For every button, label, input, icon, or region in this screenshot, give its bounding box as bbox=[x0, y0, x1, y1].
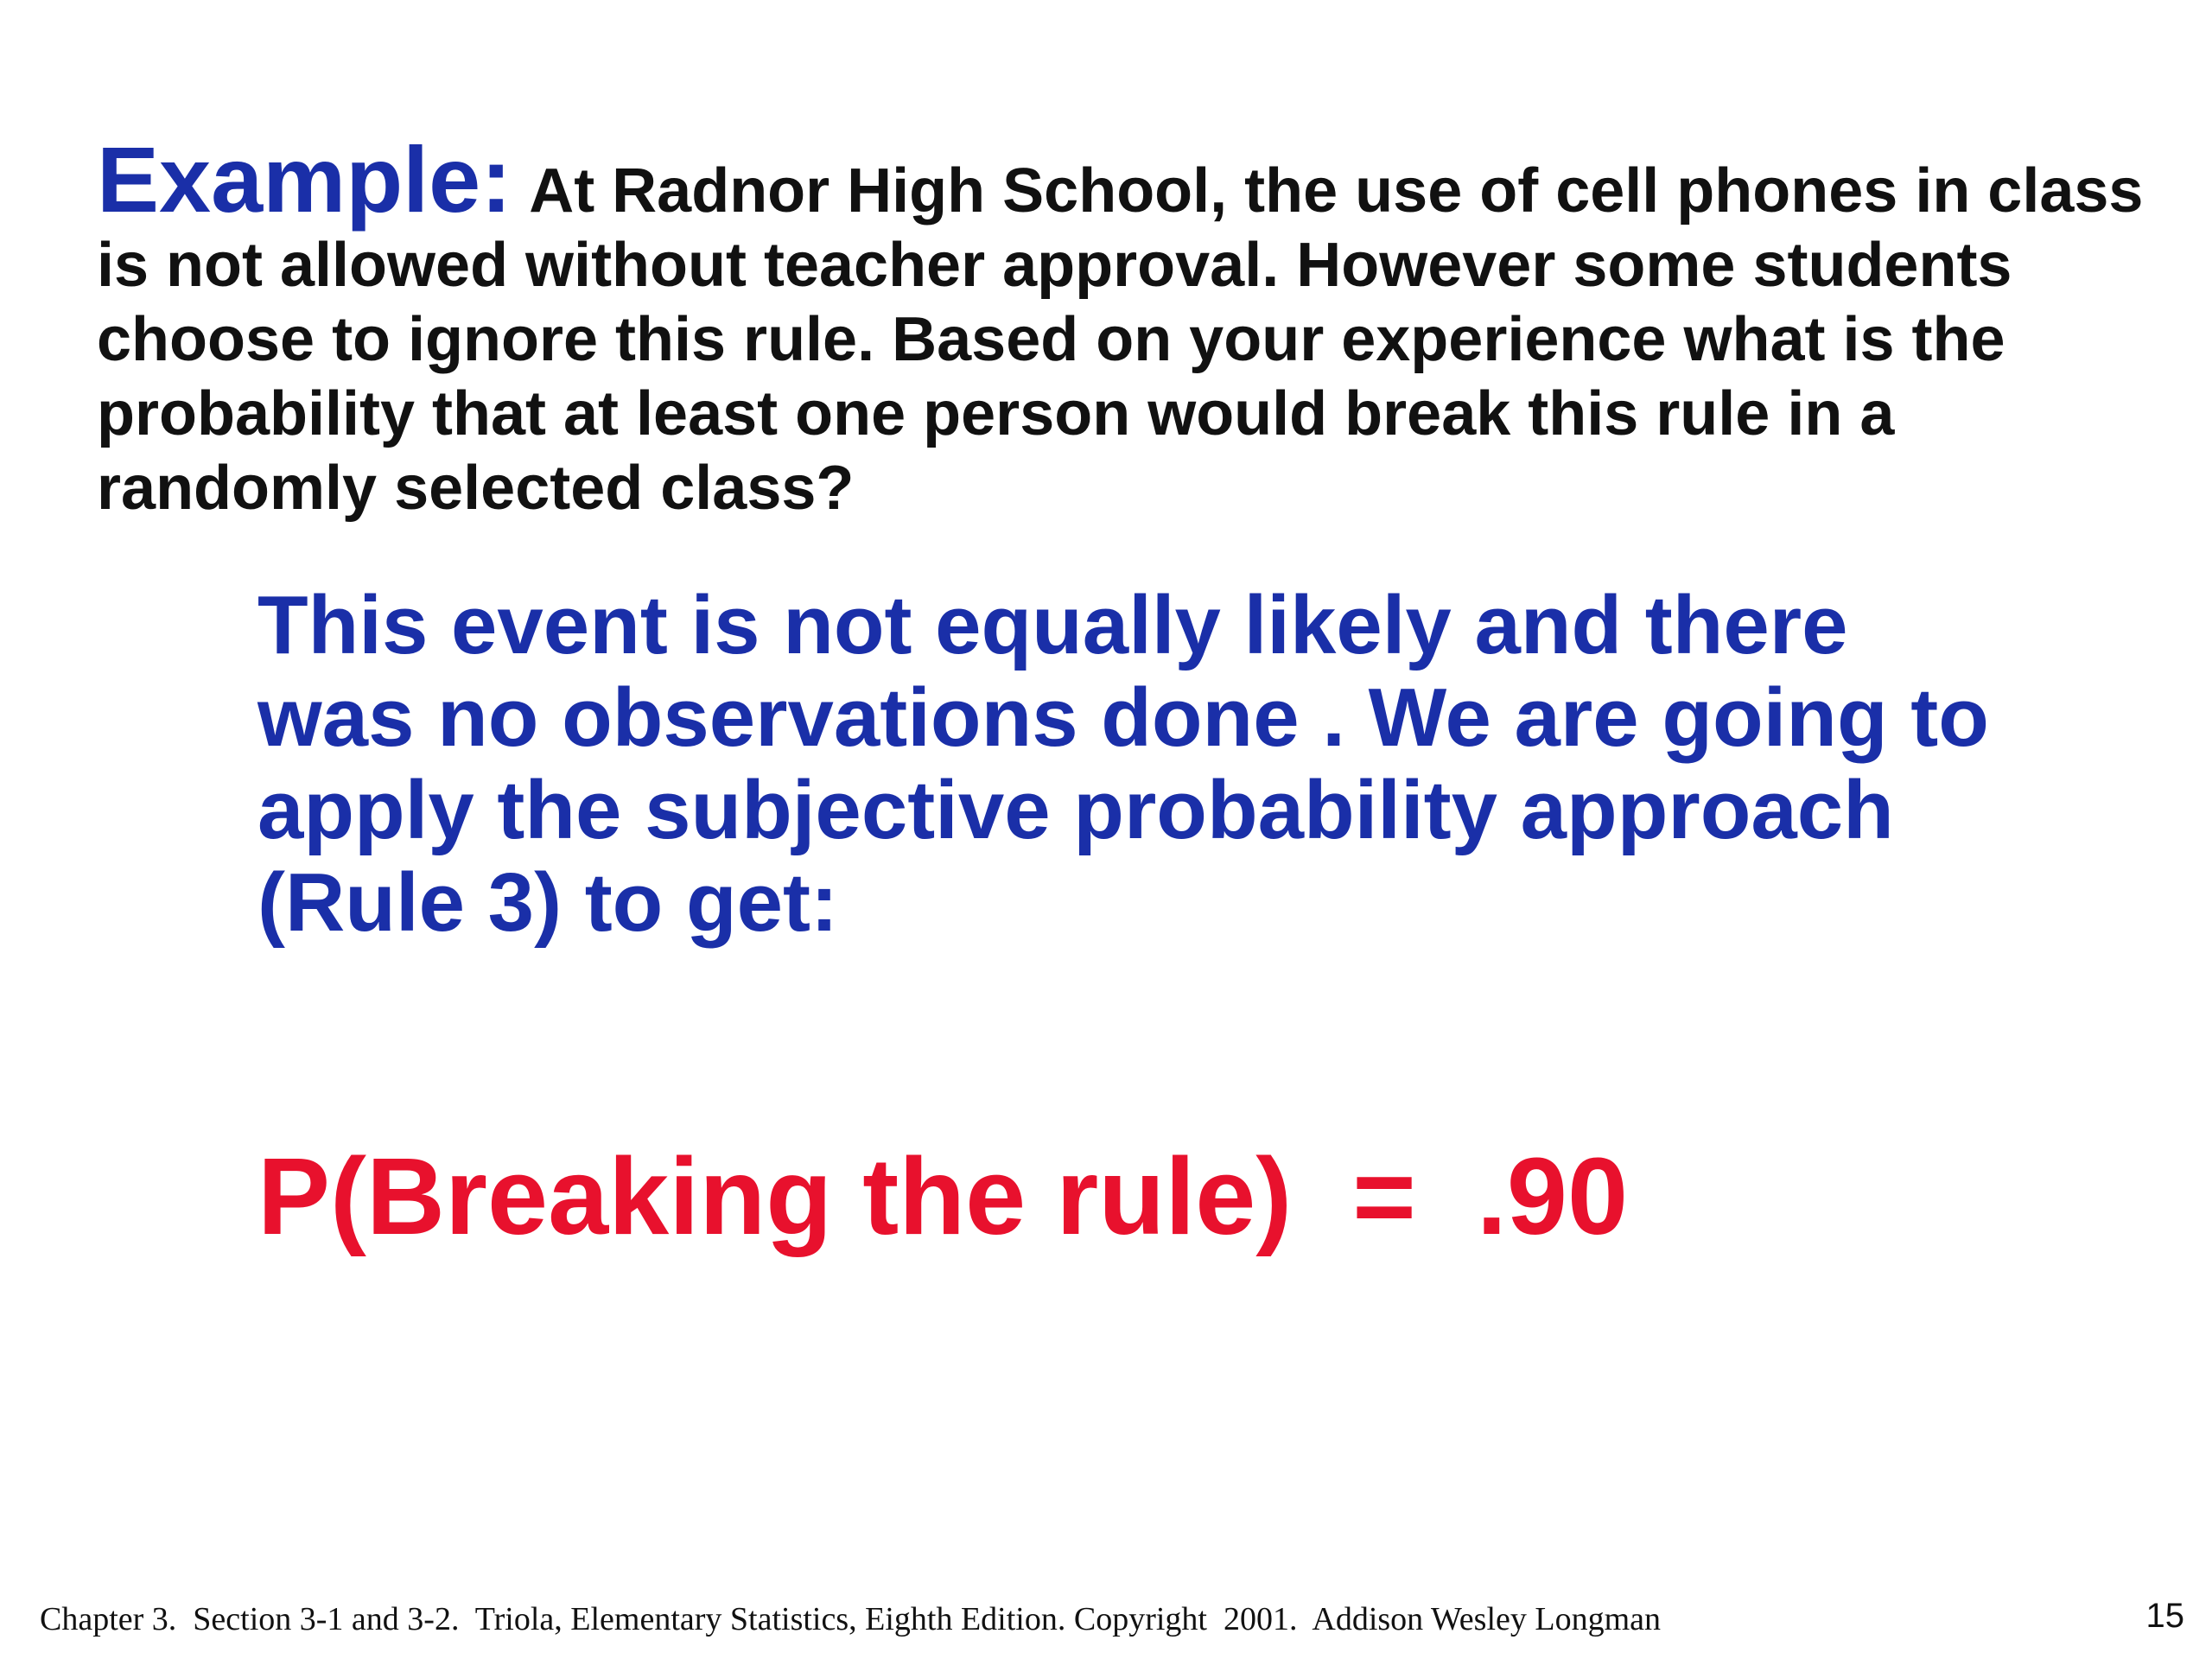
example-text: At Radnor High School, the use of cell phones in class is not allowed without teacher approval. However some students choose to ignore this rule. Based on your experience what is the probability that at least one person would break this rule in a randomly selected class? bbox=[97, 156, 2144, 523]
explanation-text: This event is not equally likely and there was no observations done . We are going to apply the subjective probability approach (Rule 3) to get: bbox=[257, 579, 1989, 949]
page-number: 15 bbox=[2145, 1597, 2184, 1635]
example-problem bbox=[97, 127, 2153, 525]
example-label: Example: bbox=[97, 127, 512, 232]
probability-result: P(Breaking the rule) = .90 bbox=[257, 1135, 1629, 1257]
footer-citation: Chapter 3. Section 3-1 and 3-2. Triola, Elementary Statistics, Eighth Edition. Copyright 2001. Addison Wesley Longman bbox=[40, 1601, 1662, 1637]
